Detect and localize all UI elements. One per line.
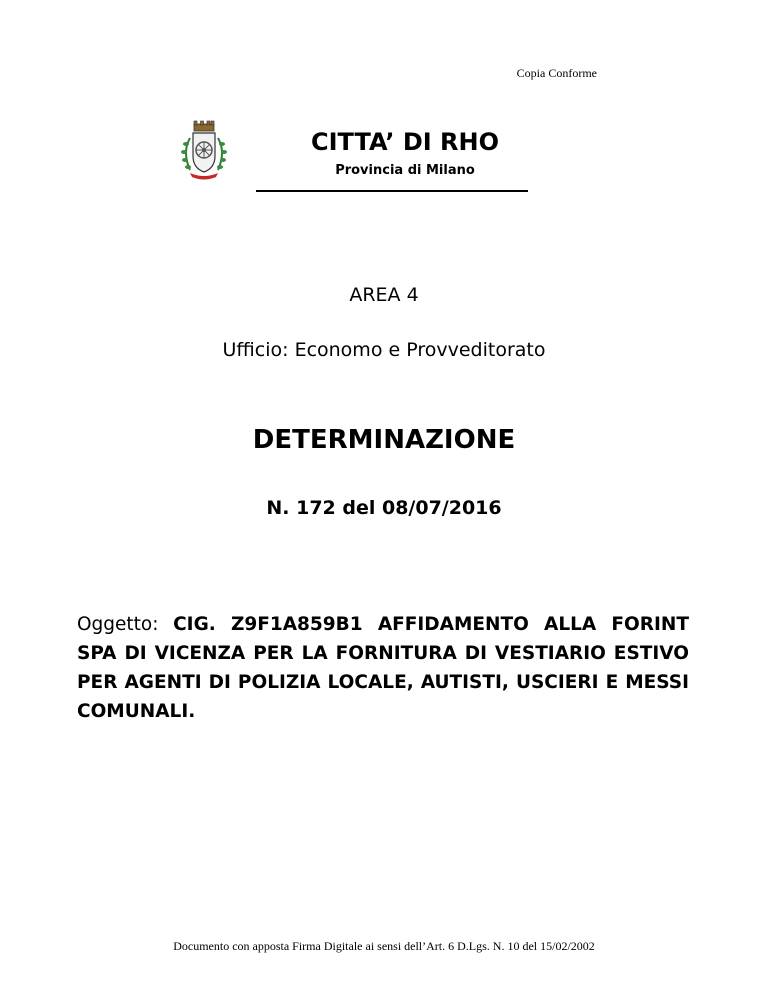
oggetto-paragraph <box>77 610 689 726</box>
ufficio-label: Ufficio: Economo e Provveditorato <box>222 339 546 361</box>
coat-of-arms-icon <box>176 118 232 182</box>
oggetto-label: Oggetto: <box>77 614 159 635</box>
area-label: AREA 4 <box>349 284 419 306</box>
copia-conforme-label: Copia Conforme <box>516 66 597 80</box>
city-title: CITTA’ DI RHO <box>311 128 499 156</box>
document-type-title: DETERMINAZIONE <box>252 425 516 455</box>
digital-signature-note: Documento con apposta Firma Digitale ai sensi dell’Art. 6 D.Lgs. N. 10 del 15/02/2002 <box>173 939 595 953</box>
document-number: N. 172 del 08/07/2016 <box>266 497 502 519</box>
province-label: Provincia di Milano <box>335 163 475 178</box>
header-divider <box>256 190 528 192</box>
oggetto-text: CIG. Z9F1A859B1 AFFIDAMENTO ALLA FORINT SPA DI VICENZA PER LA FORNITURA DI VESTIARIO ESTIVO PER AGENTI DI POLIZIA LOCALE, AUTISTI, USCIERI E MESSI COMUNALI. <box>77 614 689 722</box>
